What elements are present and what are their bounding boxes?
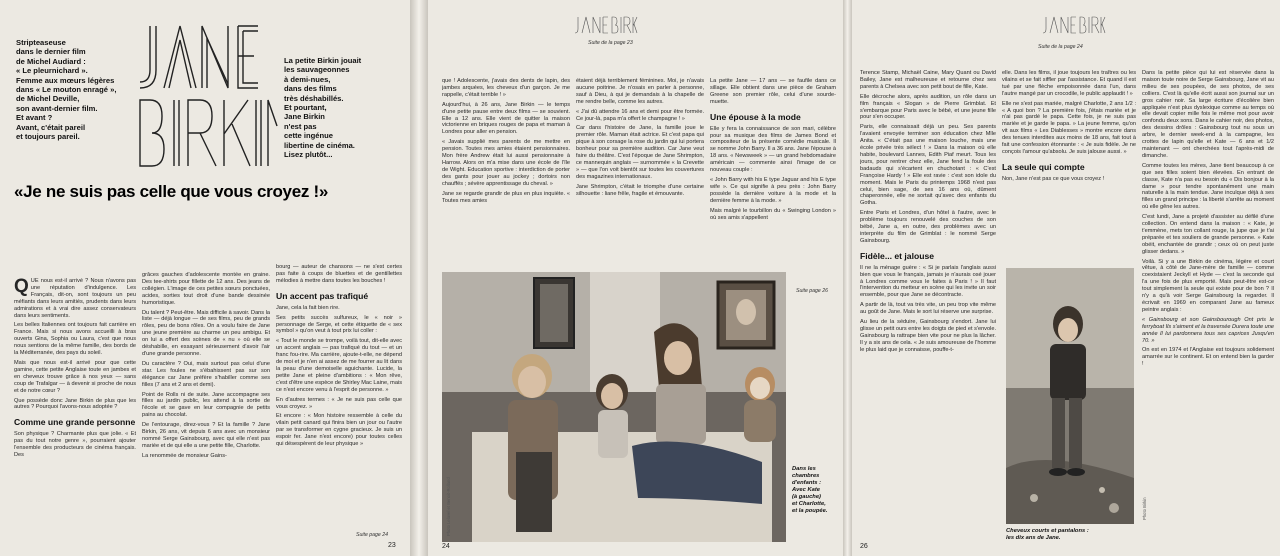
paragraph: La petite Jane — 17 ans — se faufile dans ce sillage. Elle obtient dans une pièce de Graham Greene son premier rôle, celui d'une sourde-muette. [710,78,836,105]
paragraph: grâces gauches d'adolescente montée en graine. Des tee-shirts pour fillette de 12 ans. Des jeans de collégien. L'image de ces petites sœurs ponctuées, acides, sorties tout droit d'une bande dessinée humoristique. [142,272,270,306]
intro-line: Femme aux mœurs légères [16,75,115,85]
paragraph: Jane se regarde grandir de plus en plus inquiète. « Toutes mes amies [442,190,570,204]
paragraph: De l'entourage, direz-vous ? Et la famille ? Jane Birkin, 26 ans, vit depuis 6 ans avec un monsieur nommé Serge Gainsbourg, avec qui elle n'est pas mariée et de qui elle a une petite fille, Charlotte. [142,422,270,449]
paragraph: Elle y fera la connaissance de son mari, célèbre pour sa musique des films de James Bond et compositeur de la présente comédie musicale. Il se nomme John Barry. Il a 36 ans. Jane l'épouse à 18 ans. « Newsweek » — un grand hebdomadaire américain — commente ainsi l'image de ce nouveau couple : [710,125,836,174]
jane-birkin-small-logo [574,14,638,36]
caption-line: Dans les [792,466,816,472]
article-column [442,78,570,278]
article-column [1002,70,1136,266]
caption-line: (à gauche) [792,494,821,500]
section-heading: Fidèle... et jalouse [860,250,935,261]
intro-line: les sauvageonnes [284,65,350,75]
continued-from-label: Suite de la page 24 [1038,44,1083,50]
page-number: 26 [860,543,868,550]
intro-line: La petite Birkin jouait [284,56,362,65]
paragraph: Mais que nous est-il arrivé pour que cette gamine, cette petite Anglaise toute en jambes et en cheveux trouve grâce à nos yeux — sans coup de Trafalgar — à devenir si proche de nous et de notre cœur ? [14,359,136,394]
intro-line: son avant-dernier film. [16,103,98,113]
intro-line: très déshabillés. [284,93,344,103]
intro-line: Stripteaseuse [16,38,66,47]
section-heading: Comme une grande personne [14,417,136,428]
paragraph: elle. Dans les films, il joue toujours les traîtres ou les vilains et se fait siffler par l'assistance. Et quand il est tué par une flèche empoisonnée dans l'un, dans l'autre mangé par un crocodile, le public applaudit ! » [1002,70,1136,97]
photo-caption [1006,528,1138,542]
photo-credit: Photo Birkin [1142,497,1147,520]
page-24 [428,0,843,556]
intro-left [16,38,136,141]
section-heading: Une épouse à la mode [710,111,801,122]
caption-line: Cheveux courts et pantalons : [1006,528,1089,534]
paragraph: Comme toutes les mères, Jane tient beaucoup à ce que ses filles soient bien élevées. En entrant de classe, Kate n'a pas eu besoin du « Dis bonjour à la dame » pour tendre spontanément une main naturelle à la main tendue. Jane inculque déjà à ses filles un grand principe : la liberté s'arrête au moment où elle gêne les autres. [1142,162,1274,211]
jane-birkin-small-logo [1042,14,1106,36]
paragraph: Paris, elle connaissait déjà un peu. Ses parents l'avaient envoyée terminer son éducation chez Mlle Anita. « C'était pas une maison louche, mais une école privée très sélect ! » Dans la maison où elle habite, boulevard Lannes, Edith Piaf meurt. Tous les jours, pour rentrer chez elle, Jane fend la foule des badauds qui s'écartent en chuchotant : « C'est Françoise Hardy ! » Elle est ravie : c'est son idole du moment. Mais le Paris du printemps 1968 n'est pas celui, bien sage, de ses 16 ans où, dûment chaperonnée, elle ne sortait qu'avec des enfants du Gotha. [860,124,996,207]
paragraph: Aujourd'hui, à 26 ans, Jane Birkin — le temps d'une petite pause entre deux films — se souvient. Elle a 12 ans. Elle vient de quitter la maison victorienne en briques rouges de papa et maman à Londres pour aller en pension. [442,101,570,136]
bedroom-photo [442,272,786,542]
paragraph: Elle décroche alors, après audition, un rôle dans un film français « Slogan » de Pierre Grimblat. Et s'embarque pour Paris avec le bébé, et une jeune fille pour s'en occuper. [860,93,996,121]
continued-label: Suite page 24 [356,532,389,538]
intro-right [284,56,404,159]
paragraph: Il ne la ménage guère : « Si je parlais l'anglais aussi bien que vous le français, jamais je n'aurais osé jouer à Londres comme vous le faites à Paris ! » Il faut l'intervention du metteur en scène qui les invite un soir ensemble, pour que Jane se décontracte. [860,264,996,299]
paragraph: étaient déjà terriblement féminines. Moi, je n'avais aucune poitrine. Je n'osais en parler à personne, sauf à Dieu, à qui je demandais à la chapelle de me rendre belle, comme les autres. [576,78,704,105]
article-title-text: Je ne suis pas celle que vous croyez ! [23,182,319,201]
paragraph: On est en 1974 et l'Anglaise est toujours solidement amarrée sur le continent. Et on entend bien la garder ! [1142,347,1274,368]
page-gutter [410,0,428,556]
paragraph: En d'autres termes : « Je ne suis pas celle que vous croyez. » [276,396,402,410]
paragraph-text: UE nous est-il arrivé ? Nous n'avons pas une réputation d'indulgence. Les Français, dit-on, sont toujours un peu méfiants dans leurs amitiés, prudents dans leurs admirations et à vrai dire assez conservateurs dans leurs sentiments. [14,278,136,319]
intro-line: libertine de cinéma. [284,140,355,150]
paragraph: « Tout le monde se trompe, voilà tout, dit-elle avec un accent anglais — pas trafiqué du tout — et un franc fou-rire. Ma carrière, ajoute-t-elle, ne dépend de moi et je n'en ai assez de me fourrer au lit dans la peau d'une demoiselle aguichante. Lucide, la petite Jane et pleine d'ambitions : « Mon rêve, c'est d'être une espèce de Shirley Mac Laine, mais ce n'est encore venu à l'esprit de personne. » [276,338,402,393]
page-23 [0,0,410,556]
article-column [860,70,996,550]
paragraph: Du talent ? Peut-être. Mais difficile à savoir. Dans la liste — déjà longue — de ses films, peu de grands rôles, peu de bons rôles. On a voulu faire de Jane une jeune première au charme un peu ambigu. Et on lui a offert des scènes de « nu » où elle se déshabille, en essayant sérieusement d'avoir l'air d'une grande personne. [142,309,270,357]
caption-line: les dix ans de Jane. [1006,535,1061,541]
paragraph: Les belles Italiennes ont toujours fait carrière en France. Mais si nous avons accueilli à bras ouverts Gina, Sophia ou Laura, c'est que nous nous sentions de la même famille, des bords de la Méditerranée, des pays du soleil. [14,322,136,357]
paragraph: Dans la petite pièce qui lui est réservée dans la maison toute noire de Serge Gainsbourg, Jane vit au milieu de ses poupées, de ses photos, de ses colliers. C'est là qu'elle écrit aussi son journal sur un gros cahier noir. Sa large écriture d'écolière bien appliquée n'est plus dyslexique comme au temps où elle devait copier mille fois le même mot pour avoir confondu deux sons. Dans le cahier noir, des photos, des dessins drôles : Gainsbourg tout nu sous un arbre, le dernier week-end à la campagne, les crottes de lapin qu'elle et Kate — 6 ans et 1/2 maintenant — ont cherchées tout l'après-midi de dimanche. [1142,70,1274,159]
paragraph: Ses petits succès sulfureux, le « noir » personnage de Serge, et cette étiquette de « sex symbol » qu'on veut à tout prix lui coller : [276,314,402,335]
photo-credit: Photo Lelavel et Benoit-Rolland [446,477,451,536]
article-column [710,78,836,278]
intro-line: dans le dernier film [16,47,86,57]
intro-line: de Michel Deville, [16,94,80,104]
intro-line: Et pourtant, [284,103,327,113]
paragraph: Terence Stamp, Michaël Caine, Mary Quant ou David Bailey, Jane est malheureuse et retourne chez ses parents à Chelsea avec son petit bout de fille, Kate. [860,70,996,90]
intro-line: et toujours pareil. [16,132,80,142]
photo-caption [792,466,842,515]
paragraph: La renommée de monsieur Gains- [142,452,227,459]
paragraph: Point de Rolls ni de suite. Jane accompagne ses filles au jardin public, les attend à la sortie de l'école et se gave en leur compagnie de petits pains au chocolat. [142,391,270,419]
page-gutter [843,0,852,556]
article-column [276,264,402,536]
caption-line: chambres [792,473,820,479]
page-number: 23 [388,542,396,549]
paragraph: Entre Paris et Londres, d'un hôtel à l'autre, avec le problème toujours renouvelé des couches de son bébé, Jane a, en outre, des problèmes avec un interprète du film de Grimblat : le nommé Serge Gainsbourg. [860,210,996,244]
childhood-photo [1006,268,1134,524]
intro-line: Et avant ? [16,113,53,123]
article-column [1142,70,1274,544]
paragraph: « J'ai dû attendre 16 ans et demi pour être formée. Ce jour-là, papa m'a offert le champagne ! » [576,108,704,122]
section-heading: La seule qui compte [1002,161,1085,172]
continued-label: Suite page 26 [796,288,829,294]
caption-line: et la poupée. [792,508,828,514]
intro-line: Jane Birkin [284,112,325,122]
intro-line: Avant, c'était pareil [16,122,86,132]
caption-line: et Charlotte, [792,501,826,507]
page-number: 24 [442,543,450,550]
page-26 [852,0,1280,556]
paragraph: Car dans l'histoire de Jane, la famille joue le premier rôle. Maman était actrice. Et c'est papa qui pique à son corsage la rose du jardin qui lui portera bonheur pour sa première audition. Car Jane veut faire du théâtre. C'est l'époque de Jane Shrimpton, ce mannequin anglais — surnommée « la Crevette » — que l'on voit bientôt sur toutes les couvertures des magazines internationaux. [576,125,704,180]
intro-line: dans « Le mouton enragé », [16,85,117,95]
article-column [576,78,704,278]
paragraph: Voilà. Si y a une Birkin de cinéma, légère et court vêtue, à côté de Jane-mère de famille — comme coexistaient Jeckyll et Hyde — c'est la seconde qui l'a une fois de plus emporté. Mais peut-être est-ce tout simplement la seule qui existe pour de bon ? Il n'y a qu'à voir Serge Gainsbourg la regarder. Il écrivait en 1969 en comparant Jane au fameux peintre anglais : [1142,258,1274,313]
paragraph: Et encore : « Mon histoire ressemble à celle du vilain petit canard qui finira bien un jour ou l'autre par se transformer en cygne gracieux. Je suis un espoir fer. Jane n'est encore) pour toutes celles qui désespèrent de leur physique » [276,413,402,448]
paragraph: « John Barry with his E type Jaguar and his E type wife ». Ce qui signifie à peu près : John Barry possède la dernière voiture à la mode et la dernière femme à la mode. » [710,176,836,204]
intro-line: dans des films [284,84,337,94]
paragraph: A partir de là, tout va très vite, un peu trop vite même au goût de Jane. Mais le sort lui réserve une surprise. [860,302,996,316]
caption-line: Avec Kate [792,487,821,493]
intro-line: n'est pas [284,121,317,131]
intro-line: de Michel Audiard : [16,56,86,66]
paragraph: Que possède donc Jane Birkin de plus que les autres ? Pourquoi l'avons-nous adoptée ? [14,397,136,411]
paragraph: Jane, cela la fait bien rire. [276,304,340,311]
continued-from-label: Suite de la page 23 [588,40,633,46]
paragraph: Elle ne s'est pas mariée, malgré Charlotte, 2 ans 1/2 : « A quoi bon ? La première fois, j'étais mariée et je n'ai pas gardé le papa. Cette fois, je ne suis pas mariée et je garde le papa. » La jeune femme, qu'on vit aux films « Les Diablesses » montre encore dans des tenues interdites aux moins de 18 ans, fait tout à fait une confession étonnante : « Je suis fidèle. Je ne conçois l'amour qu'absolu. Je suis jalouse aussi. » [1002,100,1136,155]
article-title: «Je ne suis pas celle que vous croyez !» [14,182,328,201]
paragraph: Au lieu de la séduire, Gainsbourg s'endort. Jane lui glisse un petit ours entre les doigts de pied et s'envole. Gainsbourg la rattrape bien vite pour ne plus la lâcher. Il y a six ans de cela. « Je suis amoureuse de l'homme le plus laid que je connaisse, pouffe-t- [860,319,996,353]
intro-line: Lisez plutôt... [284,150,333,160]
paragraph [14,278,136,319]
article-column [14,278,136,550]
intro-line: cette ingénue [284,131,333,141]
caption-line: d'enfants : [792,480,822,486]
bedroom-photo-image [442,272,786,542]
paragraph: Son physique ? Charmante plus que jolie. « Et pas du tout notre genre », pourraient ajouter l'ensemble des producteurs de cinéma français. Des [14,431,136,459]
poem-quote: « Gainsbourg et son Gainsbourough Ont pris le ferryboat Ils s'aiment et la traversée Durera toute une année Il lui pardonnera tous ses caprices Jusqu'en 70. » [1142,316,1274,344]
paragraph: Du caractère ? Oui, mais surtout pas celui d'une star. Les foules ne s'ébahissent pas sur son élégance car Jane préfère s'habiller comme ses filles (7 ans et 2 ans et demi). [142,360,270,388]
drop-cap: Q [14,278,29,297]
paragraph: Mais malgré le tourbillon du « Swinging London » où ses amis s'appellent [710,207,836,221]
paragraph: bourg — auteur de chansons — ne s'est certes pas faite à coups de bluettes et de gentillettes mélodies à mettre dans toutes les bouches ! [276,264,402,284]
article-column [142,272,270,542]
jane-birkin-logo [136,16,278,174]
section-heading: Un accent pas trafiqué [276,290,369,301]
paragraph: C'est lundi, Jane a projeté d'assister au défilé d'une collection. On entend dans la maison : « Kate, je t'emmène, mets ton collant rouge, la jupe que je t'ai préparée et tes souliers de grande personne. » Kate obéit, enchantée de grandir ; ceux où on peut juste glisser dedans. » [1142,214,1274,255]
paragraph: Jane Shrimpton, c'était le triomphe d'une certaine silhouette : liane frêle, fragile et émouvante. [576,183,704,197]
paragraph: Non, Jane n'est pas ce que vous croyez ! [1002,175,1105,182]
paragraph: « Javais supplié mes parents de me mettre en pension. Toutes mes amies étaient pensionnaires. Mon frère Andrew était lui aussi pensionnaire à Harrow. Alors on m'a mise dans une école de l'île de Wight. Education sportive : interdiction de porter des gants pour jouer au jockey ; dortoirs non chauffés ; sévère apprentissage du cheval. » [442,139,570,187]
paragraph: que ! Adolescente, j'avais des dents de lapin, des jambes arquées, les cheveux d'un garçon. Je me rappelle, c'était terrible ! » [442,78,570,98]
intro-line: à demi-nues, [284,74,331,84]
intro-line: « Le pleurnichard ». [16,66,88,76]
childhood-photo-image [1006,268,1134,524]
